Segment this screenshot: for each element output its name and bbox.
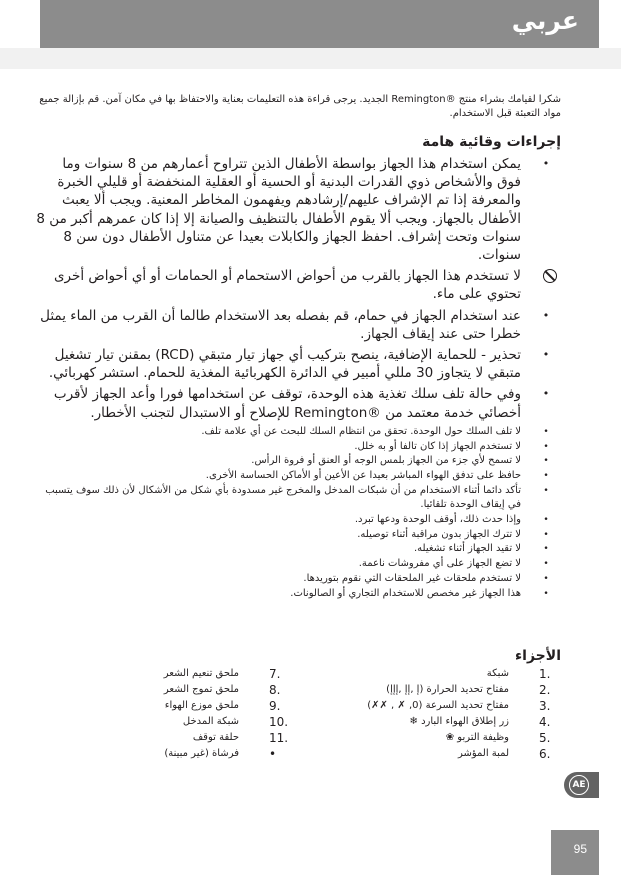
safety-sub-text: هذا الجهاز غير مخصص للاستخدام التجاري أو الصالونات. [290,587,521,599]
part-item [81,714,291,730]
safety-item [36,307,561,343]
safety-sub-item [36,469,561,484]
safety-sub-text: تأكد دائما أثناء الاستخدام من أن شبكات المدخل والمخرج غير مسدودة بأي شكل من الأشكال لأن ذلك سوف يتسبب في إيقاف الوحدة تلقائيا. [45,484,521,511]
part-number: 10. [269,715,289,729]
no-water-icon [543,269,557,283]
safety-sub-text: لا تقيد الجهاز أثناء تشغيله. [413,543,521,555]
bullet-marker: • [542,387,550,401]
part-number: 2. [539,683,551,697]
safety-sub-item [36,587,561,602]
bullet-marker: • [543,515,549,526]
language-code-badge [564,772,599,798]
safety-sub-text: وإذا حدث ذلك، أوقف الوحدة ودعها تبرد. [354,514,521,526]
bullet-marker: • [542,348,550,362]
language-header [40,0,599,48]
part-item [341,698,561,714]
bullet-marker: • [543,588,549,599]
header-shadow-bar [0,48,621,69]
part-label: مفتاح تحديد السرعة (0, ✗ , ✗✗) [367,700,509,711]
part-number: • [269,747,277,761]
part-item [341,746,561,762]
intro-paragraph: شكرا لقيامك بشراء منتج ®Remington الجديد. يرجى قراءة هذه التعليمات بعناية والاحتفاظ بها في مكان آمن. قم بإزالة جميع مواد التعبئة قبل الاستخدام. [39,94,561,119]
bullet-marker: • [543,470,549,481]
safety-item [36,267,561,303]
safety-sub-text: لا تستخدم الجهاز إذا كان تالفا أو به خلل. [354,440,521,452]
part-item [81,746,291,762]
part-label: ملحق تنعيم الشعر [163,668,239,679]
part-number: 5. [539,731,551,745]
bullet-marker: • [543,559,549,570]
bullet-marker: • [543,573,549,584]
safety-item [36,346,561,382]
page-number-box [551,830,599,875]
part-item [81,666,291,682]
safety-main-list [36,155,561,422]
part-label: ملحق موزع الهواء [164,700,239,711]
safety-item [36,155,561,264]
safety-sub-item [36,513,561,528]
part-label: لمبة المؤشر [457,748,509,759]
safety-sub-text: لا تسمح لأي جزء من الجهاز بلمس الوجه أو العنق أو فروة الرأس. [251,455,521,467]
part-label: زر إطلاق الهواء البارد ❄ [409,716,509,727]
part-item [81,698,291,714]
part-item [341,666,561,682]
bullet-marker: • [543,529,549,540]
page-number: 95 [573,842,587,856]
safety-item-text: لا تستخدم هذا الجهاز بالقرب من أحواض الاستحمام أو الحمامات أو أي أحواض أخرى تحتوي على ماء. [53,268,521,303]
part-label: شبكة المدخل [182,716,239,727]
safety-sub-item [36,557,561,572]
bullet-marker: • [543,441,549,452]
safety-sub-item [36,484,561,513]
part-label: فرشاة (غير مبينة) [164,748,239,759]
part-label: ملحق تموج الشعر [163,684,239,695]
safety-sub-item [36,542,561,557]
safety-sub-text: لا تترك الجهاز بدون مراقبة أثناء توصيله. [357,528,521,540]
part-number: 7. [269,667,281,681]
safety-item-text: عند استخدام الجهاز في حمام، قم بفصله بعد الاستخدام طالما أن القرب من الماء يمثل خطرا حتى عند إيقاف الجهاز. [40,307,521,342]
part-item [81,730,291,746]
safety-item-text: وفي حالة تلف سلك تغذية هذه الوحدة، توقف عن استخدامها فورا وأعد الجهاز لأقرب أخصائي خدمة معتمد من ®Remington للإصلاح أو الاستبدال لتجنب الأخطار. [53,386,521,421]
part-number: 8. [269,683,281,697]
safety-heading: إجراءات وقائية هامة [422,134,561,150]
bullet-marker: • [542,157,550,170]
bullet-marker: • [543,456,549,467]
part-number: 4. [539,715,551,729]
part-label: شبكة [486,668,509,679]
part-number: 1. [539,667,551,681]
part-number: 6. [539,747,551,761]
part-item [341,730,561,746]
safety-sub-text: لا تضع الجهاز على أي مفروشات ناعمة. [358,558,521,570]
part-number: 9. [269,699,281,713]
safety-item-text: تحذير - للحماية الإضافية، ينصح بتركيب أي جهاز تيار متبقي (RCD) بمقنن تيار تشغيل متبقي لا يتجاوز 30 مللي أمبير في الدائرة الكهربائية المغذية للحمام. استشر كهربائي. [48,347,521,382]
safety-sub-item [36,528,561,543]
safety-sub-text: لا تلف السلك حول الوحدة. تحقق من انتظام السلك للبحث عن أي علامة تلف. [201,425,521,437]
part-label: وظيفة التربو ❀ [445,732,509,743]
bullet-marker: • [543,544,549,555]
part-number: 3. [539,699,551,713]
parts-list-left [81,666,291,762]
language-title: عربي [511,6,579,35]
bullet-marker: • [543,426,549,437]
safety-item-text: يمكن استخدام هذا الجهاز بواسطة الأطفال الذين تتراوح أعمارهم من 8 سنوات وما فوق والأشخاص ذوي القدرات البدنية أو الحسية أو العقلية المنخفضة أو قليلي الخبرة والمعرفة إذا تم الإشراف عليهم/إرشادهم ويفهمون المخاطر المعنية. ويجب ألا يعبث الأطفال بالجهاز. ويجب ألا يقوم الأطفال بالتنظيف والصيانة إلا إذا كان عمرهم أكبر من 8 سنوات وتحت إشراف. احفظ الجهاز والكابلات بعيدا عن متناول الأطفال دون سن 8 سنوات. [36,156,521,264]
safety-sub-item [36,572,561,587]
part-label: مفتاح تحديد الحرارة (ﺇ ,ﺇﺇ ,ﺇﺇﺇ) [386,684,509,695]
bullet-marker: • [542,308,550,322]
safety-sub-text: حافظ على تدفق الهواء المباشر بعيدا عن الأعين أو الأماكن الحساسة الأخرى. [205,469,521,481]
parts-heading: الأجزاء [515,648,561,664]
part-number: 11. [269,731,289,745]
part-label: حلقة توقف [192,732,239,743]
part-item [341,682,561,698]
ae-badge-label: AE [569,775,589,795]
bullet-marker: • [543,485,549,496]
main-content [36,93,561,601]
parts-list-right [341,666,561,762]
part-item [81,682,291,698]
safety-sub-item [36,425,561,440]
safety-sub-item [36,454,561,469]
safety-item [36,385,561,421]
safety-sub-text: لا تستخدم ملحقات غير الملحقات التي نقوم بتوريدها. [303,572,521,584]
safety-sub-list [36,425,561,601]
part-item [341,714,561,730]
safety-sub-item [36,440,561,455]
